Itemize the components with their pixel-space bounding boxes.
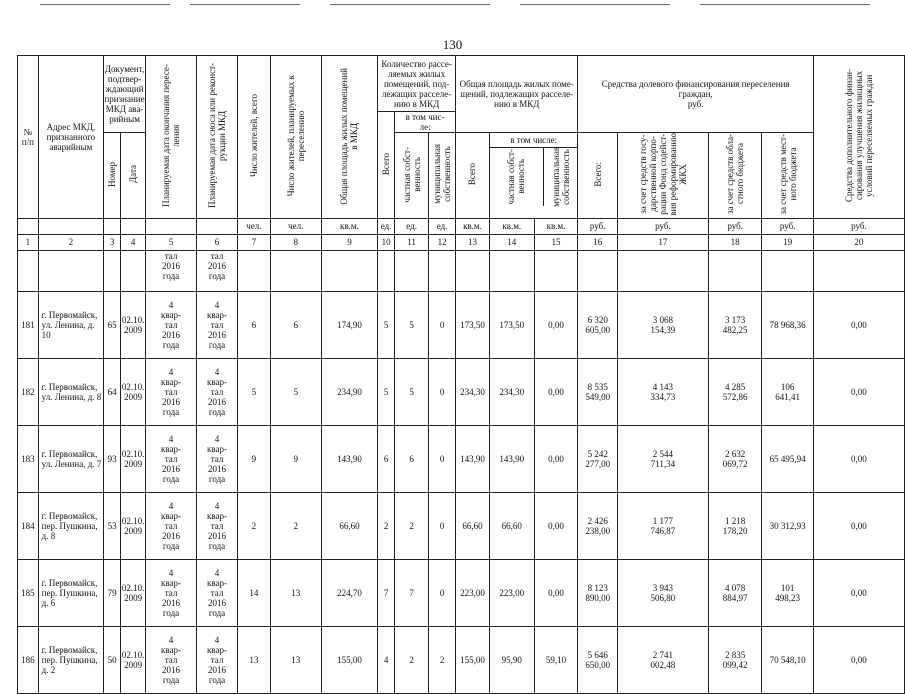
unit-cell: ед. [395,218,429,234]
hdr-area-municipal: муниципальная собственность [550,147,571,207]
hdr-funds-total: Всего: [578,133,617,219]
cell-funds-total: 8 123 890,00 [578,559,617,626]
hdr-planned-demolition: Планируемая дата сноса или реконст- рукции МКД [197,56,238,219]
cell-residents-relocated: 5 [270,358,321,425]
cell-area-municipal: 0,00 [534,425,578,492]
cell-area-private: 143,90 [489,425,534,492]
cell-relocation-end: 4 квар- тал 2016 года [146,291,197,358]
hdr-count-group: Количество рассе- ляемых жилых помещений, под- лежащих расселе- нию в МКД [378,56,456,112]
hdr-residents-relocated: Число жителей, планируемых к переселению [270,56,321,219]
cell-address: г. Первомайск, пер. Пушкина, д. 6 [38,559,103,626]
hdr-additional-funds: Средства дополнительного финан- сирования улучшения жилищных условий переселяемых граждан [813,56,904,219]
cell-area-total: 155,00 [456,626,490,693]
hdr-doc-number: Номер [104,133,121,219]
cell-funds-fund: 2 544 711,34 [617,425,708,492]
cell-area-mkd: 66,60 [321,492,378,559]
cell-demolition-date: 4 квар- тал 2016 года [197,559,238,626]
cell-area-private: 66,60 [489,492,534,559]
cell-area-private: 234,30 [489,358,534,425]
hdr-count-total: Всего [378,112,395,219]
cell-funds-local: 78 968,36 [762,291,813,358]
hdr-count-including: в том чис- ле: [395,112,456,133]
unit-cell [104,218,121,234]
cell-doc-date: 02.10. 2009 [121,358,146,425]
cell-funds-fund: 1 177 746,87 [617,492,708,559]
cell-count-private: 7 [395,559,429,626]
cell-address: г. Первомайск, ул. Ленина, д. 8 [38,358,103,425]
cell-funds-region: 1 218 178,20 [708,492,762,559]
cell-residents-total: 6 [238,291,271,358]
hdr-count-private: частная собст- венность [395,133,429,219]
cell-row-number: 182 [18,358,39,425]
cell-area-municipal: 0,00 [534,559,578,626]
hdr-area-mkd: Общая площадь жилых помещений в МКД [321,56,378,219]
cell-demolition-date: 4 квар- тал 2016 года [197,358,238,425]
cell-count-private: 5 [395,291,429,358]
cell-address: г. Первомайск, ул. Ленина, д. 7 [38,425,103,492]
hdr-area-including: в том числе: частная собст- венность муниципальная собственность [489,133,578,219]
cell-count-municipal: 0 [429,291,456,358]
table-row [18,425,905,492]
cell-funds-region: 4 078 884,97 [708,559,762,626]
cell-count-total: 4 [378,626,395,693]
hdr-area-total: Всего [456,133,490,219]
carry-demolition: тал 2016 года [197,250,238,291]
page-number: 130 [442,37,463,52]
cell-doc-number: 93 [104,425,121,492]
cell-count-total: 5 [378,358,395,425]
cell-funds-total: 6 320 605,00 [578,291,617,358]
cell-funds-region: 4 285 572,86 [708,358,762,425]
cell-funds-total: 5 646 650,00 [578,626,617,693]
column-number-cell: 19 [762,234,813,250]
cell-row-number: 183 [18,425,39,492]
column-number-cell: 5 [146,234,197,250]
cell-funds-local: 106 641,41 [762,358,813,425]
cell-area-mkd: 224,70 [321,559,378,626]
cell-address: г. Первомайск, пер. Пушкина, д. 2 [38,626,103,693]
cell-address: г. Первомайск, пер. Пушкина, д. 8 [38,492,103,559]
cell-count-municipal: 0 [429,492,456,559]
cell-funds-additional: 0,00 [813,291,904,358]
column-number-cell: 1 [18,234,39,250]
cell-funds-local: 65 495,94 [762,425,813,492]
unit-cell: руб. [617,218,708,234]
unit-cell: ед. [429,218,456,234]
cell-area-total: 143,90 [456,425,490,492]
cell-area-total: 234,30 [456,358,490,425]
cell-funds-region: 2 835 099,42 [708,626,762,693]
cell-funds-fund: 3 068 154,39 [617,291,708,358]
cell-residents-relocated: 9 [270,425,321,492]
column-number-cell: 7 [238,234,271,250]
hdr-count-municipal: муниципальная собственность [429,133,456,219]
cell-area-municipal: 59,10 [534,626,578,693]
column-number-cell: 3 [104,234,121,250]
cell-count-total: 6 [378,425,395,492]
cell-row-number: 184 [18,492,39,559]
cell-relocation-end: 4 квар- тал 2016 года [146,559,197,626]
cell-count-private: 2 [395,492,429,559]
column-number-cell: 20 [813,234,904,250]
cell-funds-region: 2 632 069,72 [708,425,762,492]
cell-area-private: 173,50 [489,291,534,358]
unit-cell [146,218,197,234]
cell-doc-date: 02.10. 2009 [121,492,146,559]
column-number-cell: 10 [378,234,395,250]
cell-area-total: 66,60 [456,492,490,559]
cell-residents-total: 14 [238,559,271,626]
page-top-border [0,4,905,6]
cell-area-mkd: 155,00 [321,626,378,693]
unit-cell: кв.м. [321,218,378,234]
cell-count-private: 6 [395,425,429,492]
cell-funds-local: 30 312,93 [762,492,813,559]
cell-relocation-end: 4 квар- тал 2016 года [146,425,197,492]
carry-relocation-end: тал 2016 года [146,250,197,291]
cell-doc-number: 79 [104,559,121,626]
cell-count-municipal: 2 [429,626,456,693]
unit-cell [121,218,146,234]
unit-cell: руб. [813,218,904,234]
table-row [18,492,905,559]
hdr-funds-fund: за счет средств госу- дарственной корпо- рации Фонд содейст- вия реформированию ЖКХ [617,133,708,219]
hdr-area-private: частная собст- венность [490,148,544,206]
cell-area-mkd: 143,90 [321,425,378,492]
cell-funds-local: 70 548,10 [762,626,813,693]
column-number-cell: 4 [121,234,146,250]
column-number-cell: 13 [456,234,490,250]
cell-residents-total: 13 [238,626,271,693]
cell-count-private: 2 [395,626,429,693]
cell-doc-number: 64 [104,358,121,425]
cell-funds-additional: 0,00 [813,559,904,626]
cell-residents-total: 9 [238,425,271,492]
relocation-table [17,55,905,694]
column-number-cell: 12 [429,234,456,250]
column-number-cell: 16 [578,234,617,250]
cell-area-municipal: 0,00 [534,492,578,559]
cell-doc-date: 02.10. 2009 [121,626,146,693]
hdr-row-number: № п/п [18,56,39,219]
cell-residents-total: 5 [238,358,271,425]
column-number-cell: 2 [38,234,103,250]
unit-cell: чел. [238,218,271,234]
cell-residents-relocated: 13 [270,626,321,693]
cell-funds-additional: 0,00 [813,425,904,492]
cell-doc-number: 65 [104,291,121,358]
cell-funds-local: 101 498,23 [762,559,813,626]
column-number-cell: 9 [321,234,378,250]
cell-doc-date: 02.10. 2009 [121,425,146,492]
column-number-cell: 11 [395,234,429,250]
hdr-funds-region: за счет средств обла- стного бюджета [708,133,762,219]
column-number-cell: 14 [489,234,534,250]
unit-cell: кв.м. [534,218,578,234]
cell-area-municipal: 0,00 [534,291,578,358]
cell-residents-relocated: 6 [270,291,321,358]
cell-residents-relocated: 13 [270,559,321,626]
cell-area-private: 95,90 [489,626,534,693]
hdr-document: Документ, подтвер- ждающий признание МКД ава- рийным [104,56,146,133]
cell-row-number: 181 [18,291,39,358]
hdr-address: Адрес МКД, признанного аварийным [38,56,103,219]
table-row [18,358,905,425]
cell-count-municipal: 0 [429,425,456,492]
cell-area-municipal: 0,00 [534,358,578,425]
table-row [18,559,905,626]
cell-doc-date: 02.10. 2009 [121,559,146,626]
cell-area-total: 223,00 [456,559,490,626]
cell-demolition-date: 4 квар- тал 2016 года [197,291,238,358]
hdr-doc-date: Дата [121,133,146,219]
units-row [18,218,905,234]
cell-count-municipal: 0 [429,559,456,626]
cell-funds-additional: 0,00 [813,358,904,425]
cell-count-total: 5 [378,291,395,358]
cell-count-total: 7 [378,559,395,626]
unit-cell [197,218,238,234]
cell-demolition-date: 4 квар- тал 2016 года [197,626,238,693]
cell-funds-total: 8 535 549,00 [578,358,617,425]
cell-doc-date: 02.10. 2009 [121,291,146,358]
cell-funds-region: 3 173 482,25 [708,291,762,358]
cell-area-mkd: 234,90 [321,358,378,425]
unit-cell: чел. [270,218,321,234]
unit-cell: руб. [708,218,762,234]
table-row [18,291,905,358]
hdr-funds-group: Средства долевого финансирования переселения граждан, руб. [578,56,813,133]
column-number-cell: 18 [708,234,762,250]
table-row [18,626,905,693]
cell-funds-total: 5 242 277,00 [578,425,617,492]
column-number-cell: 15 [534,234,578,250]
cell-demolition-date: 4 квар- тал 2016 года [197,425,238,492]
cell-row-number: 186 [18,626,39,693]
cell-funds-additional: 0,00 [813,492,904,559]
cell-funds-total: 2 426 238,00 [578,492,617,559]
carry-over-row [18,250,905,291]
cell-doc-number: 50 [104,626,121,693]
cell-address: г. Первомайск, ул. Ленина, д. 10 [38,291,103,358]
cell-relocation-end: 4 квар- тал 2016 года [146,492,197,559]
hdr-planned-relocation-end: Планируемая дата окончания пересе- ления [146,56,197,219]
cell-count-total: 2 [378,492,395,559]
hdr-residents-total: Число жителей, всего [238,56,271,219]
hdr-funds-local: за счет средств мест- ного бюджета [762,133,813,219]
column-number-cell: 8 [270,234,321,250]
cell-funds-fund: 4 143 334,73 [617,358,708,425]
column-number-cell: 17 [617,234,708,250]
cell-area-private: 223,00 [489,559,534,626]
cell-demolition-date: 4 квар- тал 2016 года [197,492,238,559]
unit-cell: кв.м. [489,218,534,234]
unit-cell: ед. [378,218,395,234]
cell-residents-relocated: 2 [270,492,321,559]
cell-area-mkd: 174,90 [321,291,378,358]
cell-relocation-end: 4 квар- тал 2016 года [146,626,197,693]
unit-cell [18,218,39,234]
cell-doc-number: 53 [104,492,121,559]
cell-row-number: 185 [18,559,39,626]
unit-cell: руб. [578,218,617,234]
cell-count-private: 5 [395,358,429,425]
column-numbers-row [18,234,905,250]
hdr-area-group: Общая площадь жилых поме- щений, подлежащих расселе- нию в МКД [456,56,578,133]
cell-area-total: 173,50 [456,291,490,358]
cell-relocation-end: 4 квар- тал 2016 года [146,358,197,425]
cell-residents-total: 2 [238,492,271,559]
cell-funds-fund: 3 943 506,80 [617,559,708,626]
unit-cell: руб. [762,218,813,234]
cell-funds-fund: 2 741 002,48 [617,626,708,693]
column-number-cell: 6 [197,234,238,250]
cell-funds-additional: 0,00 [813,626,904,693]
unit-cell: кв.м. [456,218,490,234]
cell-count-municipal: 0 [429,358,456,425]
unit-cell [38,218,103,234]
